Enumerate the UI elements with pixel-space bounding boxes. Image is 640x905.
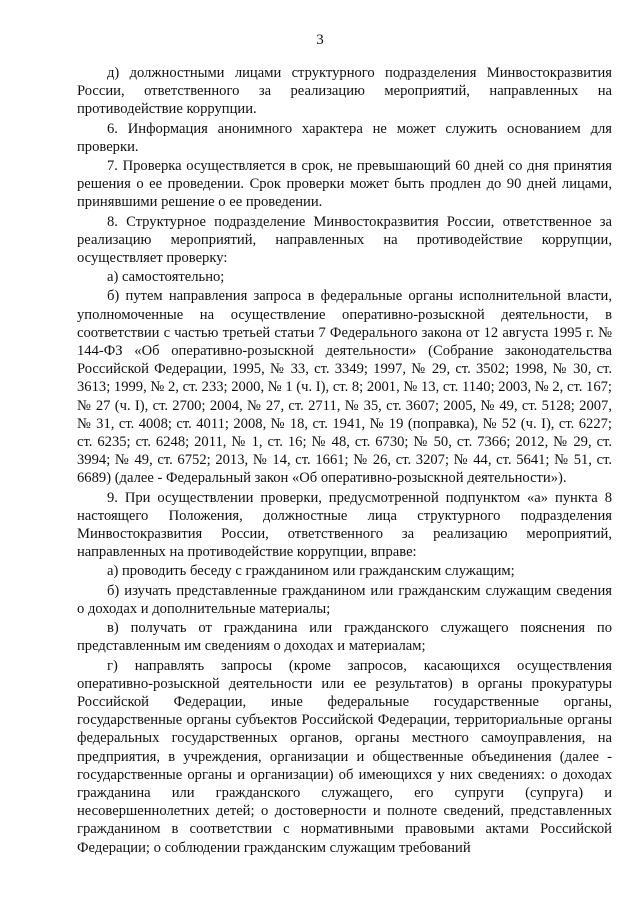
document-body — [77, 64, 612, 858]
paragraph-8b-request-federal-bodies: б) путем направления запроса в федеральные органы исполнительной власти, уполномоченные на осуществление оперативно-розыскной деятельности, в соответствии с частью третьей статьи 7 Федерального закона от 12 августа 1995 г. № 144-ФЗ «Об оперативно-розыскной деятельности» (Собрание законодательства Российской Федерации, 1995, № 33, ст. 3349; 1997, № 29, ст. 3502; 1998, № 30, ст. 3613; 1999, № 2, ст. 233; 2000, № 1 (ч. I), ст. 8; 2001, № 13, ст. 1140; 2003, № 2, ст. 167; № 27 (ч. I), ст. 2700; 2004, № 27, ст. 2711, № 35, ст. 3607; 2005, № 49, ст. 5128; 2007, № 31, ст. 4008; ст. 4011; 2008, № 18, ст. 1941, № 19 (поправка), № 52 (ч. I), ст. 6227; ст. 6235; ст. 6248; 2011, № 1, ст. 16; № 48, ст. 6730; № 50, ст. 7366; 2012, № 29, ст. 3994; № 49, ст. 6752; 2013, № 14, ст. 1661; № 26, ст. 3207; № 44, ст. 5641; № 51, ст. 6689) (далее - Федеральный закон «Об оперативно-розыскной деятельности»). — [77, 288, 612, 487]
paragraph-6-anonymous-info: 6. Информация анонимного характера не может служить основанием для проверки. — [77, 120, 612, 155]
paragraph-7-verification-term: 7. Проверка осуществляется в срок, не превышающий 60 дней со дня принятия решения о ее проведении. Срок проверки может быть продлен до 90 дней лицами, принявшими решение о ее проведении. — [77, 158, 612, 211]
paragraph-9a-conversation: а) проводить беседу с гражданином или гражданским служащим; — [107, 563, 515, 580]
paragraph-8-department-verification: 8. Структурное подразделение Минвостокразвития России, ответственное за реализацию мероприятий, направленных на противодействие коррупции, осуществляет проверку: — [77, 213, 612, 267]
paragraph-8a-independently: а) самостоятельно; — [107, 269, 225, 286]
paragraph-9-officials-rights: 9. При осуществлении проверки, предусмотренной подпунктом «а» пункта 8 настоящего Положения, должностные лица структурного подразделения Минвостокразвития России, ответственного за реализацию мероприятий, направленных на противодействие коррупции, вправе: — [77, 489, 612, 561]
page-number: 3 — [316, 32, 324, 48]
paragraph-item-d-officials: д) должностными лицами структурного подразделения Минвостокразвития России, ответственного за реализацию мероприятий, направленных на противодействие коррупции. — [77, 65, 612, 118]
paragraph-9b-study-information: б) изучать представленные гражданином или гражданским служащим сведения о доходах и дополнительные материалы; — [77, 582, 612, 617]
paragraph-9d-send-requests: г) направлять запросы (кроме запросов, касающихся осуществления оперативно-розыскной деятельности или ее результатов) в органы прокуратуры Российской Федерации, иные федеральные государственные органы, государственные органы субъектов Российской Федерации, территориальные органы федеральных государственных органов, органы местного самоуправления, на предприятия, в учреждения, организации и общественные объединения (далее - государственные органы и организации) об имеющихся у них сведениях: о доходах гражданина или гражданского служащего, его супруги (супруга) и несовершеннолетних детей; о достоверности и полноте сведений, представленных гражданином в соответствии с нормативными правовыми актами Российской Федерации; о соблюдении гражданским служащим требований — [77, 657, 612, 856]
paragraph-9c-explanations: в) получать от гражданина или гражданского служащего пояснения по представленным им сведениям о доходах и материалам; — [77, 620, 612, 655]
